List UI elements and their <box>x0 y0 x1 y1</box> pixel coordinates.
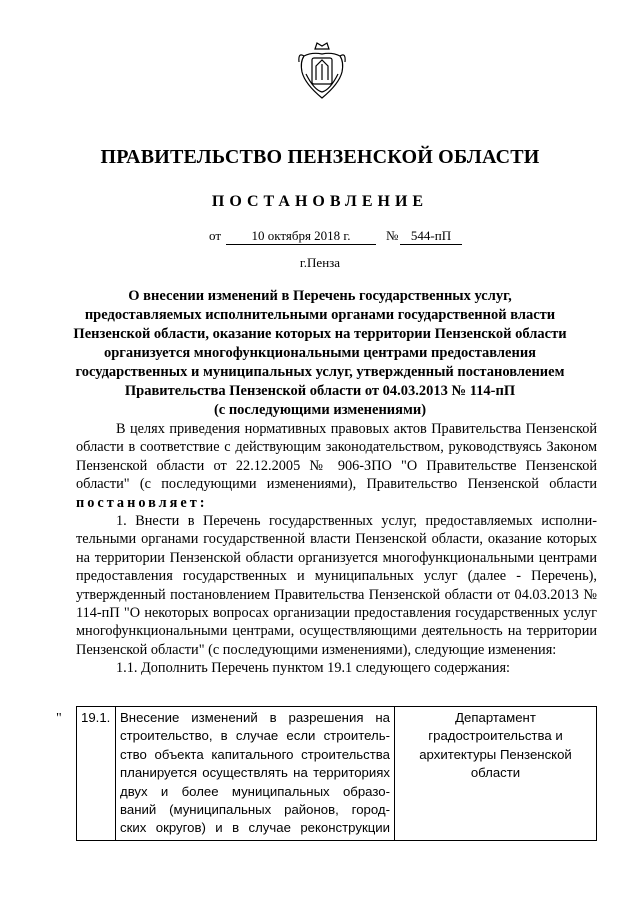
service-line: Внесение изменений в разрешения на <box>120 710 390 725</box>
authority-heading: ПРАВИТЕЛЬСТВО ПЕНЗЕНСКОЙ ОБЛАСТИ <box>100 146 540 168</box>
document-title <box>70 287 570 420</box>
decree-word: постановляет: <box>76 494 208 511</box>
title-line: организуется многофункциональными центрами предоставления <box>103 345 537 361</box>
service-line: ство объекта капитального строительства <box>120 746 390 762</box>
agency-line: архитектуры Пензенской <box>419 746 572 762</box>
preamble-paragraph <box>76 420 597 512</box>
open-quote-mark: " <box>56 711 62 726</box>
city-name: г.Пенза <box>299 255 341 270</box>
service-line: строительство, в случае если строитель- <box>120 728 390 744</box>
agency-cell <box>395 707 597 841</box>
item-1-paragraph: 1. Внести в Перечень государственных услуг, предоставляемых исполни-тельными органами государственной власти Пензенской области, оказание которых на территории Пензенской области организуется многофункциональными центрами предоставления государственных и муниципальных услуг (далее - Перечень), утвержденный постановлением Правительства Пензенской области от 04.03.2013 № 114-пП "О некоторых вопросах организации предоставления государственных услуг многофункциональными центрами, осуществляющими деятельность на территории Пензенской области" (с последующими изменениями), следующие изменения: <box>76 513 597 658</box>
agency-line: области <box>470 765 521 781</box>
document-date: 10 октября 2018 г. <box>226 228 376 245</box>
title-line: (с последующими изменениями) <box>213 402 427 418</box>
service-line: ских округов) и в случае реконструкции <box>120 820 390 836</box>
document-number: 544-пП <box>400 228 462 245</box>
services-table <box>76 706 597 841</box>
document-type: ПОСТАНОВЛЕНИЕ <box>211 193 429 210</box>
agency-line: Департамент <box>455 710 536 725</box>
preamble-text: В целях приведения нормативных правовых актов Правительства Пензенской области в соответствие с действующим законодательством, руководствуясь Законом Пензенской области от 22.12.2005 № 906-ЗПО "О Правительстве Пензенской области" (с последующими изменениями), Правительство Пензенской области <box>76 421 597 493</box>
service-name-cell <box>116 707 395 841</box>
title-line: Правительства Пензенской области от 04.03.2013 № 114-пП <box>124 383 516 399</box>
service-line: двух и более муниципальных образо- <box>120 783 390 799</box>
title-line: предоставляемых исполнительными органами государственной власти <box>84 307 556 323</box>
title-line: государственных и муниципальных услуг, утвержденный постановлением <box>75 364 565 380</box>
title-line: Пензенской области, оказание которых на территории Пензенской области <box>73 326 567 342</box>
agency-line: градостроительства и <box>428 728 563 744</box>
number-prefix: № <box>386 228 399 243</box>
service-line: ваний (муниципальных районов, город- <box>120 802 390 818</box>
table-row <box>77 707 597 841</box>
row-number-cell: 19.1. <box>77 707 116 841</box>
title-line: О внесении изменений в Перечень государственных услуг, <box>128 288 512 304</box>
document-body <box>76 420 597 678</box>
service-line: планируется осуществлять на территориях <box>120 765 390 781</box>
date-prefix: от <box>209 228 222 243</box>
coat-of-arms-emblem <box>296 40 348 102</box>
item-1-1-paragraph: 1.1. Дополнить Перечень пунктом 19.1 следующего содержания: <box>116 660 511 677</box>
